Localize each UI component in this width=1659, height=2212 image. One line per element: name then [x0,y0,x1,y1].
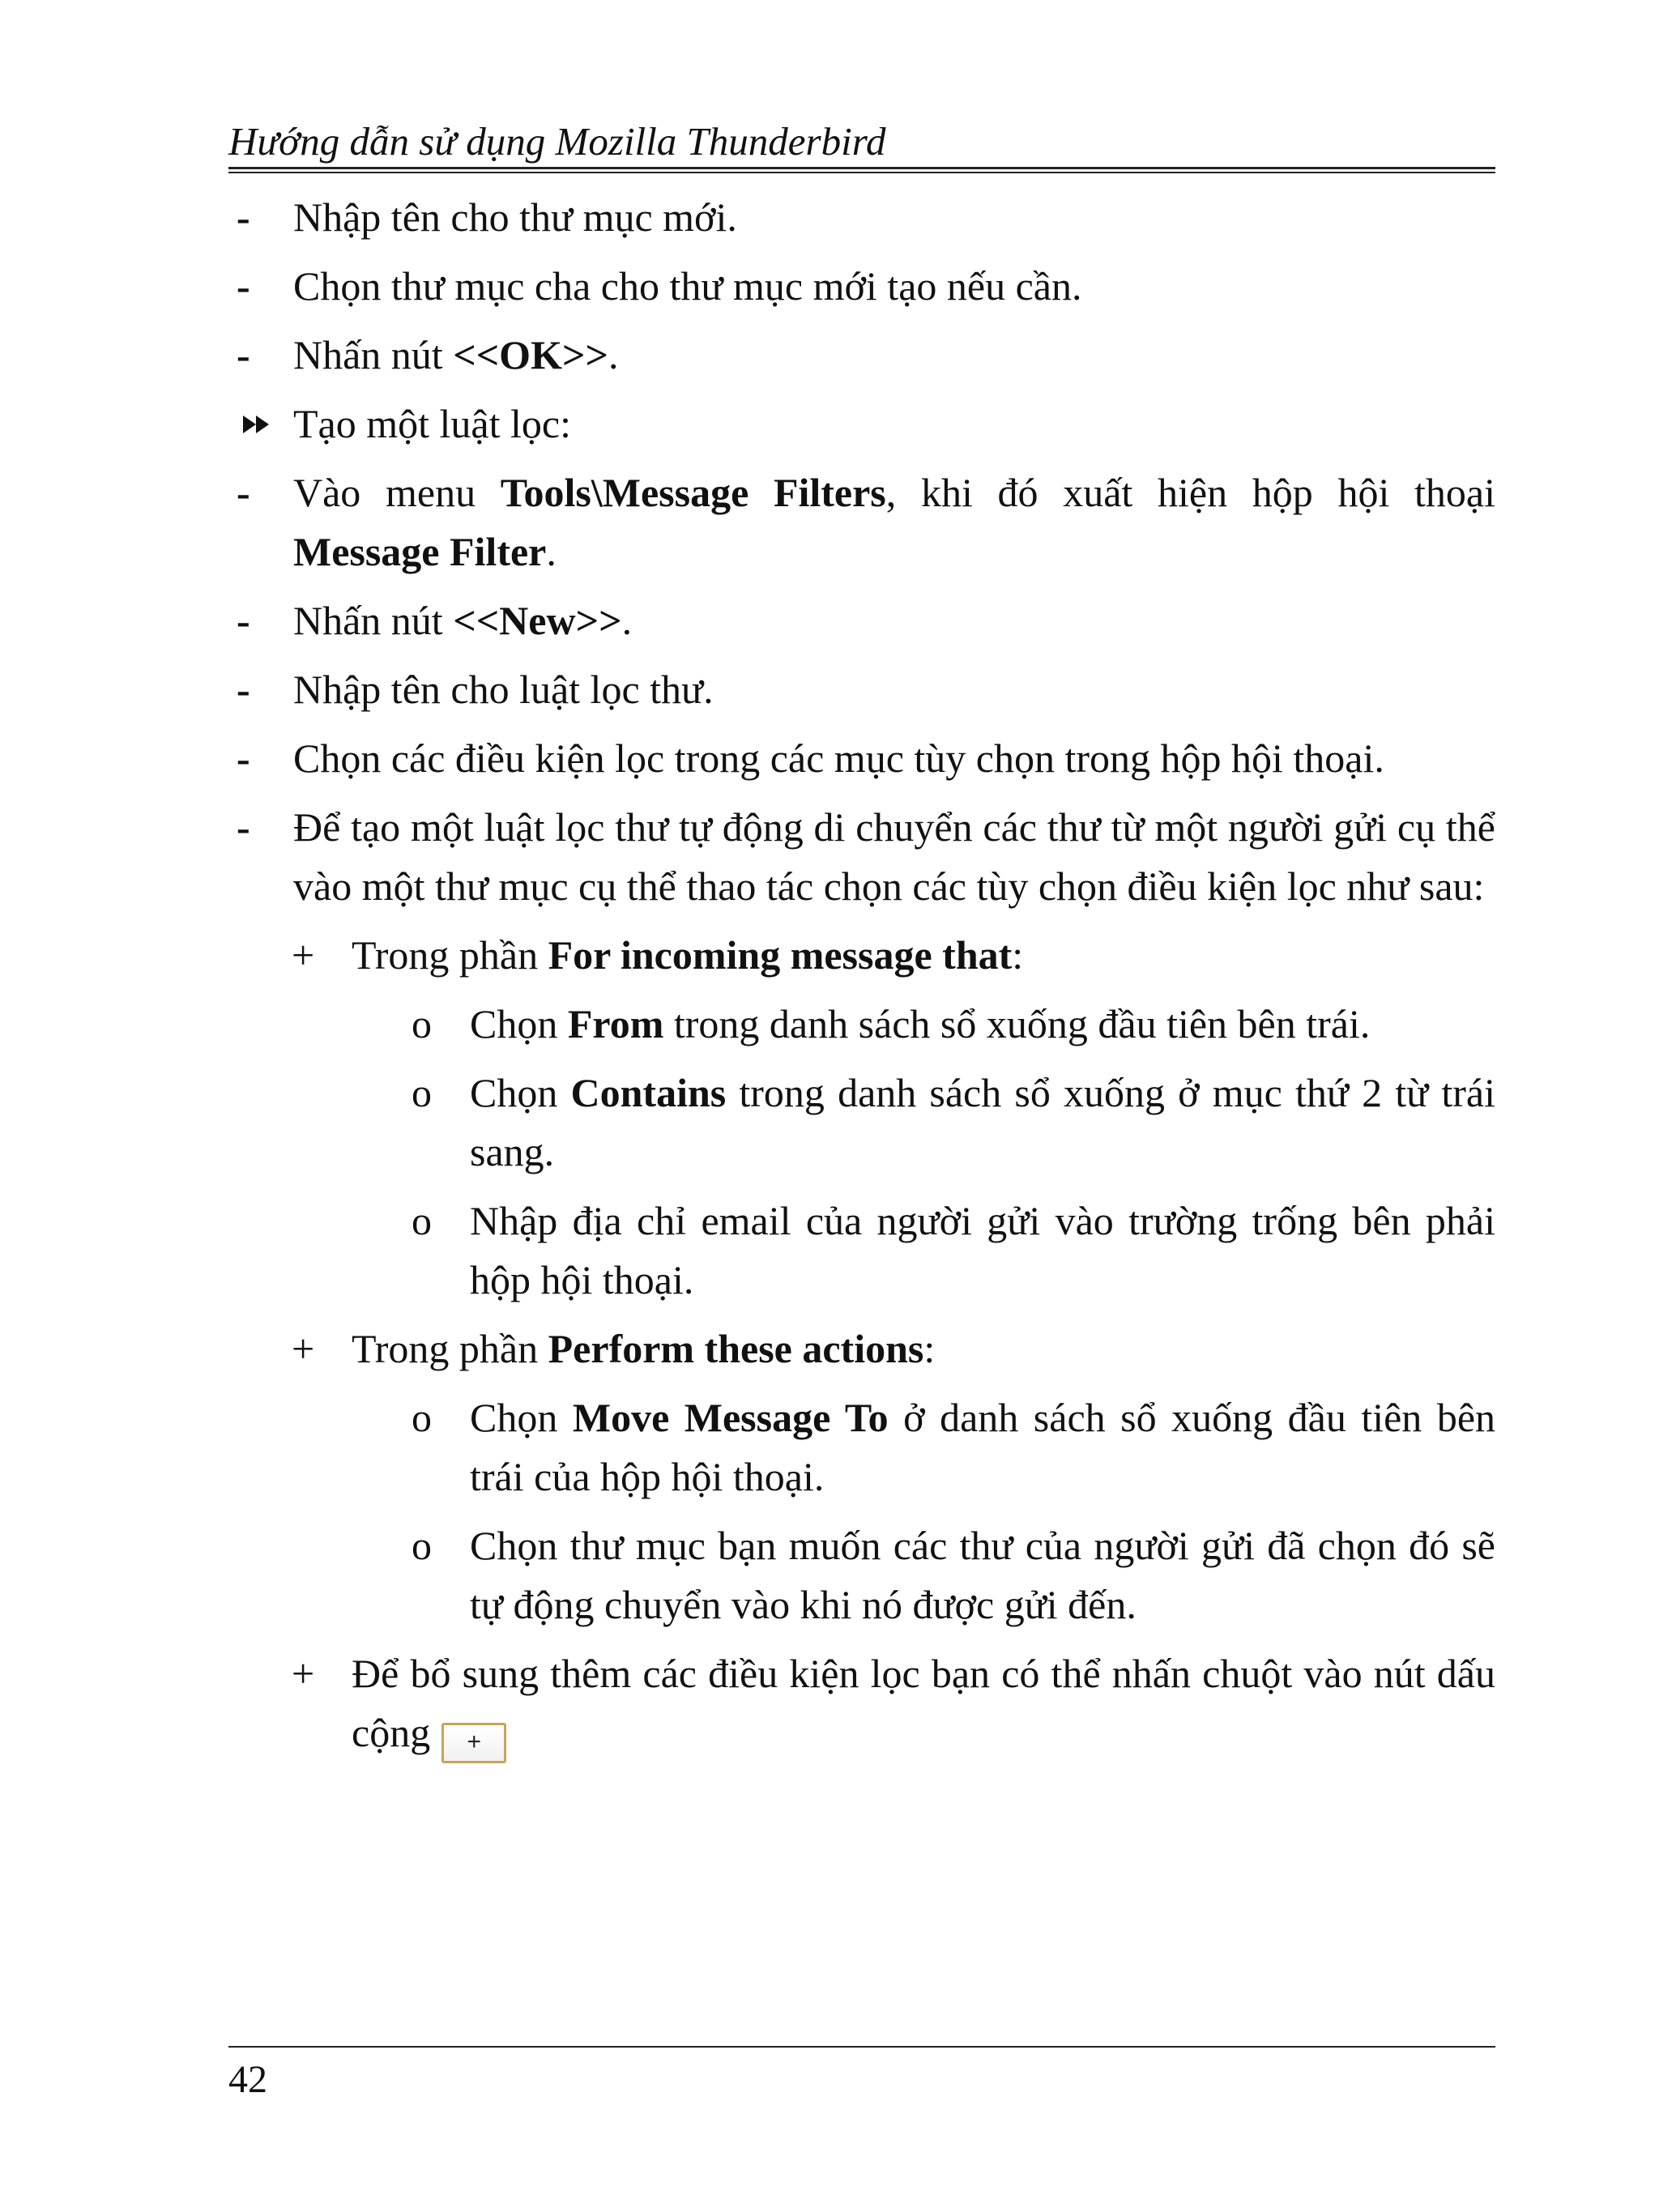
text-run: trong danh sách sổ xuống đầu tiên bên trái. [663,1001,1371,1046]
bold-term: From [567,1001,664,1046]
bullet-marker: - [237,263,250,309]
bullet-marker: o [412,1001,432,1046]
bullet-marker: - [237,804,250,850]
text-run: Chọn [470,1001,568,1046]
text-run: , khi đó xuất hiện hộp hội thoại [885,470,1495,515]
bullet-marker: - [237,332,250,377]
text-run: Chọn thư mục cha cho thư mục mới tạo nếu cần. [293,263,1082,309]
bullet-marker: + [292,932,315,978]
bullet-marker: - [237,735,250,781]
bold-term: Contains [570,1070,727,1115]
text-run: ở danh sách sổ xuống đầu tiên bên trái của hộp hội thoại. [470,1395,1496,1499]
running-header: Hướng dẫn sử dụng Mozilla Thunderbird [228,119,886,164]
item-text [293,798,1495,916]
bullet-marker: o [412,1070,432,1115]
list-item [228,729,1495,788]
bold-term: Tools\Message Filters [500,470,886,515]
list-item [228,660,1495,719]
list-item [228,926,1495,985]
item-text [293,326,1495,385]
bold-term: Move Message To [572,1395,889,1440]
bullet-marker: - [237,667,250,712]
text-run: trong danh sách sổ xuống ở mục thứ 2 từ trái sang. [470,1070,1495,1174]
page-number: 42 [228,2058,267,2101]
list-item [228,1191,1495,1310]
bold-term: Message Filter [293,529,547,574]
item-text [293,463,1495,582]
bullet-marker: + [292,1326,315,1371]
list-item [228,1319,1495,1379]
item-text [470,995,1495,1054]
instruction-list [228,188,1495,1773]
text-run: Vào menu [293,470,501,515]
bold-term: <<New>> [453,598,622,643]
item-text [470,1388,1495,1507]
item-text [352,1319,1495,1379]
item-text [352,1644,1495,1763]
text-run: . [621,598,633,643]
text-run: Chọn [470,1395,573,1440]
footer-rule [228,2046,1495,2048]
text-run: Chọn các điều kiện lọc trong các mục tùy chọn trong hộp hội thoại. [293,735,1384,781]
text-run: Nhập địa chỉ email của người gửi vào trường trống bên phải hộp hội thoại. [470,1198,1495,1302]
text-run: . [546,529,557,574]
text-run: Nhấn nút [293,598,454,643]
item-text [293,660,1495,719]
bold-term: For incoming message that [548,932,1013,978]
bullet-marker: - [237,194,250,240]
list-item [228,326,1495,385]
bold-term: Perform these actions [548,1326,924,1371]
bullet-marker: - [237,598,250,643]
item-text [352,926,1495,985]
item-text [470,1516,1495,1634]
text-run: : [923,1326,936,1371]
item-text [293,591,1495,650]
list-item [228,591,1495,650]
list-item [228,463,1495,582]
list-item [228,1644,1495,1763]
list-item [228,257,1495,316]
add-condition-button: + [441,1723,506,1763]
bold-term: <<OK>> [453,332,608,377]
item-text [293,188,1495,247]
text-run: Trong phần [352,932,548,978]
text-run: Để bổ sung thêm các điều kiện lọc bạn có thể nhấn chuột vào nút dấu cộng [352,1651,1495,1755]
item-text [470,1063,1495,1182]
section-heading [228,394,1495,454]
text-run: Nhập tên cho luật lọc thư. [293,667,714,712]
item-text [470,1191,1495,1310]
list-item [228,188,1495,247]
item-text [293,394,1495,454]
bullet-marker: o [412,1395,432,1440]
bullet-marker: o [412,1523,432,1568]
header-rule-bottom [228,172,1495,173]
bullet-marker: + [292,1651,315,1696]
text-run: Chọn [470,1070,571,1115]
text-run: Nhấn nút [293,332,454,377]
header-rule-top [228,167,1495,169]
list-item [228,1516,1495,1634]
text-run: Trong phần [352,1326,548,1371]
list-item [228,798,1495,916]
text-run: Tạo một luật lọc: [293,401,571,446]
item-text [293,257,1495,316]
list-item [228,1063,1495,1182]
text-run: Nhập tên cho thư mục mới. [293,194,737,240]
list-item [228,995,1495,1054]
text-run: Để tạo một luật lọc thư tự động di chuyển các thư từ một người gửi cụ thể vào một thư mục cụ thể thao tác chọn các tùy chọn điều kiện lọc như sau: [293,804,1495,909]
text-run: : [1012,932,1024,978]
text-run: . [608,332,619,377]
item-text [293,729,1495,788]
text-run: Chọn thư mục bạn muốn các thư của người gửi đã chọn đó sẽ tự động chuyển vào khi nó được gửi đến. [470,1523,1495,1627]
bullet-marker: o [412,1198,432,1243]
fast-forward-icon [240,394,272,454]
list-item [228,1388,1495,1507]
bullet-marker: - [237,470,250,515]
